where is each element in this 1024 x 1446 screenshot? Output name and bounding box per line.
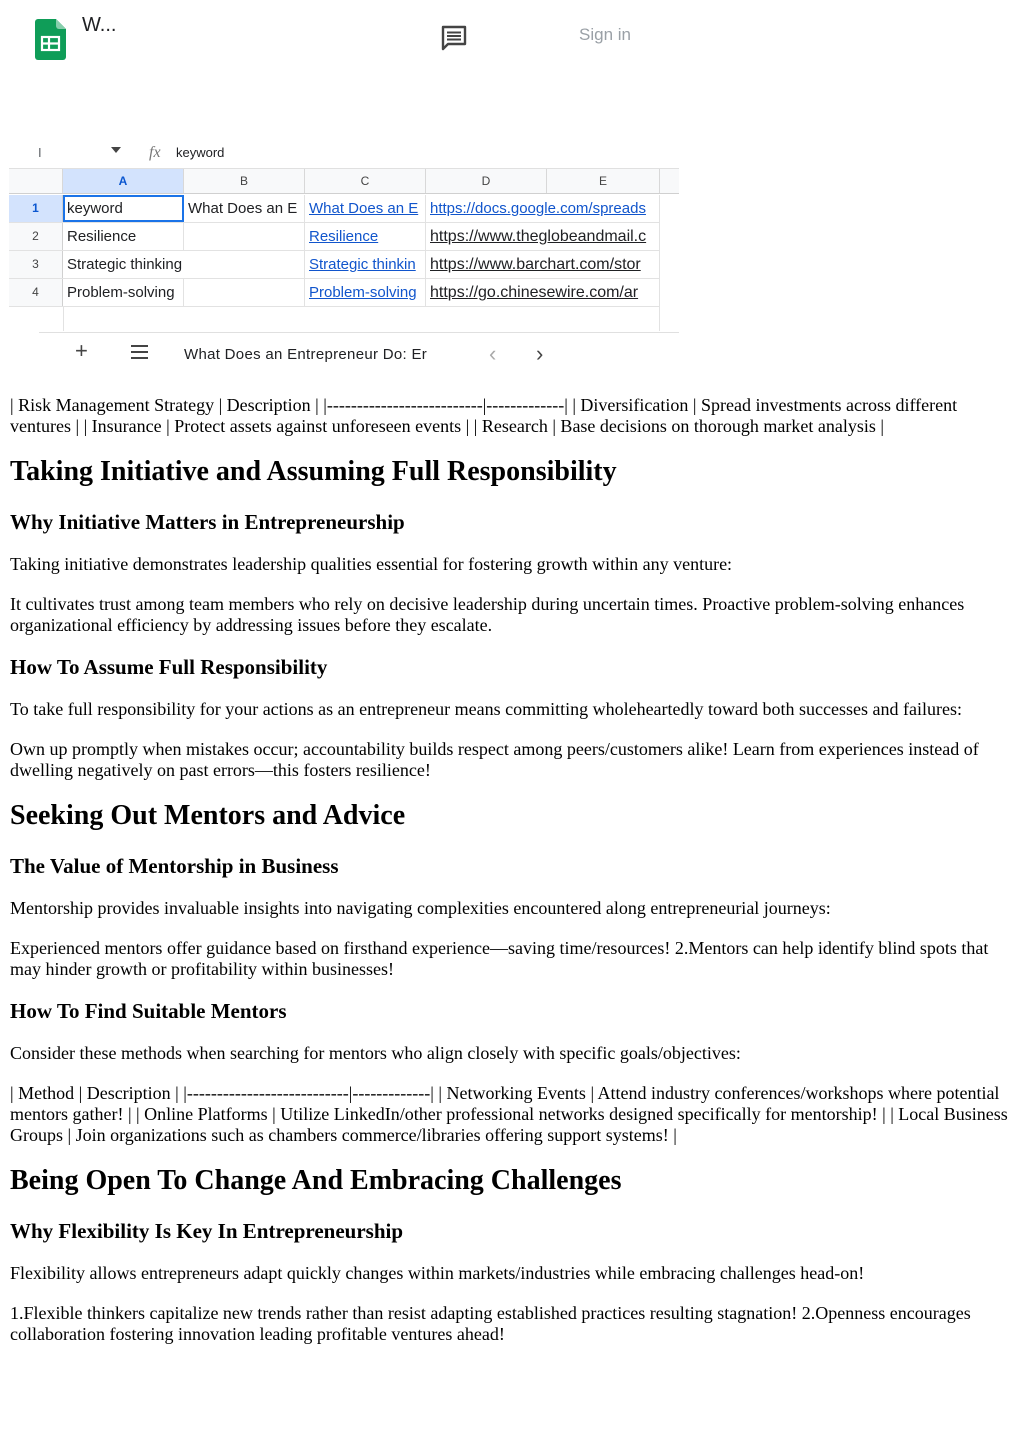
section-heading: Taking Initiative and Assuming Full Responsibility: [10, 456, 617, 487]
function-icon: fx: [149, 144, 161, 161]
google-sheets-icon[interactable]: [35, 19, 66, 60]
cell-c1[interactable]: What Does an E: [305, 195, 426, 222]
tab-sheet-1[interactable]: What Does an Entrepreneur Do: Er: [167, 333, 517, 376]
paragraph: 1.Flexible thinkers capitalize new trends rather than resist adapting established practices resulting stagnation! 2.Openness encourages collaboration fostering innovation leading profitable ventures ahead!: [10, 1303, 971, 1344]
row-header[interactable]: 2: [9, 223, 63, 250]
cell-d2[interactable]: https://www.theglobeandmail.c: [426, 223, 660, 250]
cell-d1[interactable]: https://docs.google.com/spreads: [426, 195, 660, 222]
row-header[interactable]: 4: [9, 279, 63, 306]
top-bar: [0, 0, 1024, 80]
column-header-c[interactable]: C: [305, 169, 426, 193]
comment-icon[interactable]: [441, 25, 467, 51]
formula-input[interactable]: keyword: [176, 145, 225, 160]
all-sheets-menu-icon[interactable]: [131, 345, 148, 363]
table-row: [9, 279, 660, 307]
paragraph: Consider these methods when searching for mentors who align closely with specific goals/objectives:: [10, 1043, 741, 1063]
chevron-down-icon[interactable]: [111, 147, 121, 153]
document-title[interactable]: W...: [82, 14, 117, 36]
subsection-heading: Why Initiative Matters in Entrepreneurship: [10, 510, 405, 534]
section-heading: Being Open To Change And Embracing Challenges: [10, 1165, 622, 1196]
cell-a2[interactable]: Resilience: [63, 223, 184, 250]
column-headers: [9, 169, 679, 194]
formula-bar: [9, 140, 679, 169]
subsection-heading: How To Find Suitable Mentors: [10, 999, 287, 1023]
name-box[interactable]: I: [38, 145, 42, 160]
cell-b2[interactable]: [184, 223, 305, 250]
subsection-heading: The Value of Mentorship in Business: [10, 854, 339, 878]
cell-b1[interactable]: What Does an E: [184, 195, 305, 222]
subsection-heading: How To Assume Full Responsibility: [10, 655, 328, 679]
table-row: [9, 195, 660, 223]
paragraph: Mentorship provides invaluable insights into navigating complexities encountered along entrepreneurial journeys:: [10, 898, 831, 918]
sheet-tab-bar: [39, 332, 679, 377]
table-row: [9, 307, 660, 331]
sign-in-button[interactable]: Sign in: [579, 25, 631, 44]
column-header-b[interactable]: B: [184, 169, 305, 193]
paragraph: Experienced mentors offer guidance based on firsthand experience—saving time/resources! 2.Mentors can help identify blind spots that may hinder growth or profitability within businesses!: [10, 938, 989, 979]
risk-table-text: | Risk Management Strategy | Description | |--------------------------|-------------| | Diversification | Spread investments across different ventures | | Insurance | Protect assets against unforeseen events | | Research | Base decisions on thorough market analysis |: [10, 395, 958, 436]
cell-d3[interactable]: https://www.barchart.com/stor: [426, 251, 660, 278]
column-header-a[interactable]: A: [63, 169, 184, 193]
subsection-heading: Why Flexibility Is Key In Entrepreneurship: [10, 1219, 404, 1243]
table-row: [9, 251, 660, 279]
cell-c2[interactable]: Resilience: [305, 223, 426, 250]
row-header: [9, 307, 63, 331]
cell-c4[interactable]: Problem-solving: [305, 279, 426, 306]
add-sheet-button[interactable]: +: [75, 338, 88, 363]
paragraph: To take full responsibility for your actions as an entrepreneur means committing wholeheartedly toward both successes and failures:: [10, 699, 962, 719]
cell-a1[interactable]: keyword: [63, 195, 184, 222]
row-header[interactable]: 1: [9, 195, 63, 222]
embedded-spreadsheet: [9, 140, 679, 375]
chevron-right-icon[interactable]: ›: [536, 341, 544, 366]
chevron-left-icon[interactable]: ‹: [489, 341, 497, 366]
cell-d4[interactable]: https://go.chinesewire.com/ar: [426, 279, 660, 306]
cell-b4[interactable]: [184, 279, 305, 306]
cell-a3[interactable]: Strategic thinking: [63, 251, 305, 278]
cell-a4[interactable]: Problem-solving: [63, 279, 184, 306]
column-header-d[interactable]: D: [426, 169, 547, 193]
row-header[interactable]: 3: [9, 251, 63, 278]
paragraph: Taking initiative demonstrates leadership qualities essential for fostering growth within any venture:: [10, 554, 733, 574]
cell-c3[interactable]: Strategic thinkin: [305, 251, 426, 278]
paragraph: Flexibility allows entrepreneurs adapt quickly changes within markets/industries while embracing challenges head-on!: [10, 1263, 865, 1283]
paragraph: Own up promptly when mistakes occur; accountability builds respect among peers/customers alike! Learn from experiences instead of dwelling negatively on past errors—this fosters resilience!: [10, 739, 979, 780]
column-header-e[interactable]: E: [547, 169, 660, 193]
section-heading: Seeking Out Mentors and Advice: [10, 800, 406, 831]
article-body: [10, 395, 1014, 1364]
paragraph: It cultivates trust among team members who rely on decisive leadership during uncertain times. Proactive problem-solving enhances organizational efficiency by addressing issues before they escalate.: [10, 594, 965, 635]
empty-cell[interactable]: [63, 307, 660, 331]
method-table-text: | Method | Description | |---------------------------|-------------| | Networking Events | Attend industry conferences/workshops where potential mentors gather! | | Online Platforms | Utilize LinkedIn/other professional networks designed specifically for mentorship! | | Local Business Groups | Join organizations such as chambers commerce/libraries offering support systems! |: [10, 1083, 1008, 1145]
table-row: [9, 223, 660, 251]
corner-header[interactable]: [9, 169, 63, 193]
